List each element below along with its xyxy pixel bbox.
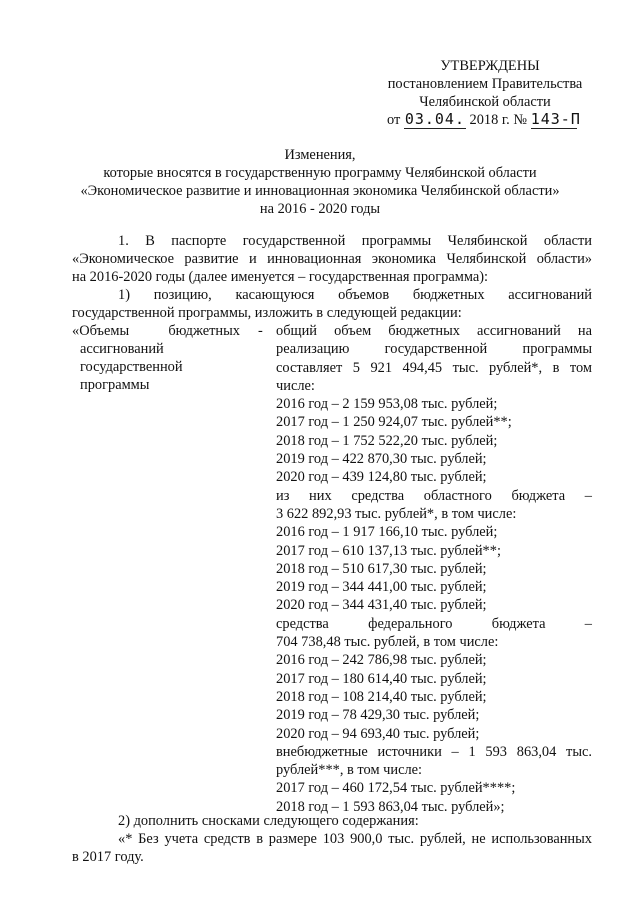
intro-line-1: 1. В паспорте государственной программы Челябинской области	[118, 233, 592, 249]
value-line: рублей***, в том числе:	[276, 762, 423, 779]
value-line: 704 738,48 тыс. рублей, в том числе:	[276, 634, 499, 651]
value-line: 2020 год – 94 693,40 тыс. рублей;	[276, 725, 480, 742]
value-line: 2017 год – 1 250 924,07 тыс. рублей**;	[276, 414, 512, 431]
value-line: реализацию государственной программы	[276, 341, 592, 358]
value-line: 2019 год – 78 429,30 тыс. рублей;	[276, 707, 480, 724]
footnotes-intro: 2) дополнить сносками следующего содержания:	[118, 813, 419, 829]
table-label-line-4: программы	[80, 377, 150, 393]
value-line: 2017 год – 180 614,40 тыс. рублей;	[276, 670, 487, 687]
value-line: внебюджетные источники – 1 593 863,04 тыс.	[276, 743, 592, 760]
table-label-line-1: «Объемы бюджетных	[72, 323, 240, 339]
table-label-line-2: ассигнований	[80, 341, 164, 357]
table-values-column	[276, 322, 592, 816]
approval-date-line	[387, 110, 581, 129]
date-prefix: от	[387, 112, 401, 128]
year-text: 2018 г. №	[469, 112, 528, 128]
approval-line-2: Челябинской области	[419, 94, 551, 110]
value-line: 2020 год – 439 124,80 тыс. рублей;	[276, 469, 487, 486]
footnote-1-line-2: в 2017 году.	[72, 849, 144, 865]
value-line: общий объем бюджетных ассигнований на	[276, 323, 592, 339]
title-line-2: которые вносятся в государственную программу Челябинской области	[103, 165, 537, 181]
value-line: 2017 год – 610 137,13 тыс. рублей**;	[276, 542, 501, 559]
value-line: 2017 год – 460 172,54 тыс. рублей****;	[276, 780, 516, 797]
approval-heading: УТВЕРЖДЕНЫ	[440, 58, 540, 74]
value-line: из них средства областного бюджета –	[276, 487, 592, 504]
footnote-1-line-1: «* Без учета средств в размере 103 900,0 тыс. рублей, не использованных	[118, 831, 592, 847]
value-line: 2016 год – 1 917 166,10 тыс. рублей;	[276, 524, 498, 541]
value-line: 2018 год – 510 617,30 тыс. рублей;	[276, 560, 487, 577]
value-line: 2016 год – 242 786,98 тыс. рублей;	[276, 652, 487, 669]
value-line: 2016 год – 2 159 953,08 тыс. рублей;	[276, 396, 498, 413]
value-line: 2018 год – 1 593 863,04 тыс. рублей»;	[276, 798, 505, 815]
intro-line-5: государственной программы, изложить в следующей редакции:	[72, 305, 462, 321]
date-handwritten: 03.04.	[404, 110, 465, 128]
intro-line-4: 1) позицию, касающуюся объемов бюджетных ассигнований	[118, 287, 592, 303]
title-line-4: на 2016 - 2020 годы	[259, 201, 381, 217]
value-line: составляет 5 921 494,45 тыс. рублей*, в том	[276, 359, 592, 376]
value-line: 2018 год – 108 214,40 тыс. рублей;	[276, 688, 487, 705]
intro-line-2: «Экономическое развитие и инновационная экономика Челябинской области»	[72, 251, 592, 267]
value-line: средства федерального бюджета –	[276, 615, 592, 632]
value-line: числе:	[276, 377, 315, 394]
value-line: 2018 год – 1 752 522,20 тыс. рублей;	[276, 432, 498, 449]
value-line: 2019 год – 344 441,00 тыс. рублей;	[276, 579, 487, 596]
number-handwritten: 143-П	[530, 110, 581, 128]
approval-line-1: постановлением Правительства	[387, 76, 583, 92]
intro-line-3: на 2016-2020 годы (далее именуется – государственная программа):	[72, 269, 489, 285]
title-line-1: Изменения,	[284, 147, 356, 163]
value-line: 2019 год – 422 870,30 тыс. рублей;	[276, 451, 487, 468]
value-line: 2020 год – 344 431,40 тыс. рублей;	[276, 597, 487, 614]
table-dash: -	[258, 323, 263, 339]
title-line-3: «Экономическое развитие и инновационная экономика Челябинской области»	[80, 183, 560, 199]
value-line: 3 622 892,93 тыс. рублей*, в том числе:	[276, 505, 517, 522]
table-label-line-3: государственной	[80, 359, 183, 375]
